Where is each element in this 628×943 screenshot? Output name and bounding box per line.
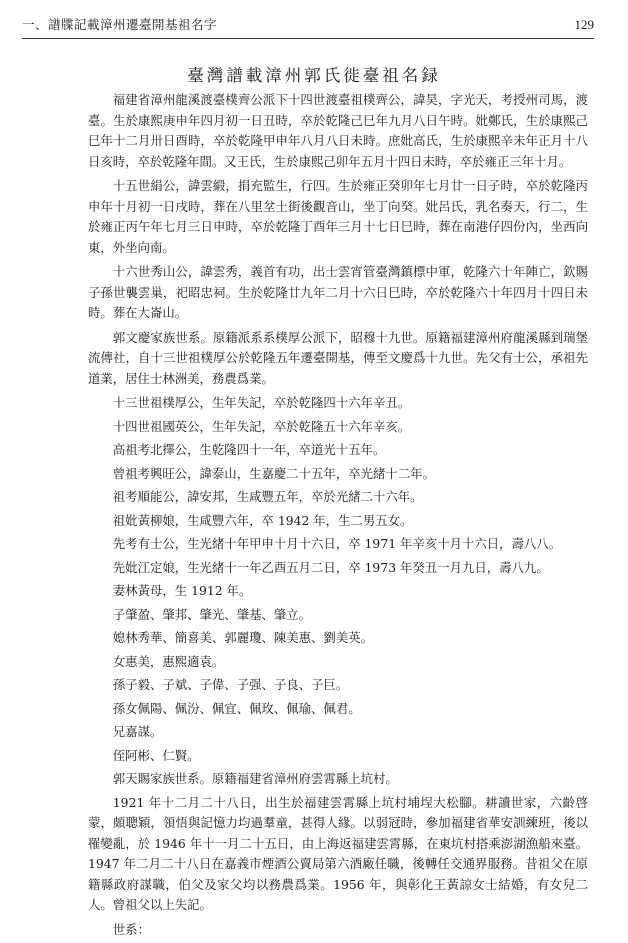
lineage-line: 先考有士公，生光緒十年甲申十月十六日，卒 1971 年辛亥十月十六日，壽八八。	[112, 536, 562, 551]
running-title: 一、譜牒記載漳州遷臺開基祖名字	[22, 17, 218, 32]
lineage-line: 侄阿彬、仁賢。	[112, 747, 200, 763]
lineage-heading: 世系：	[112, 921, 150, 937]
lineage-line: 十三世祖樸厚公，生年失記，卒於乾隆四十六年辛丑。	[112, 395, 411, 410]
lineage-line: 祖考順能公，諱安邦，生咸豐五年，卒於光緒二十六年。	[112, 489, 423, 504]
paragraph-fifteenth-generation: 十五世絹公，諱雲緞，捐充監生，行四。生於雍正癸卯年七月廿一日子時，卒於乾隆丙申年十月初一日戌時，葬在八里坌土街後觀音山，坐丁向癸。妣呂氏，乳名奏天，行二，生於雍正丙午年七月三日申時，卒於乾隆丁酉年三月十七日巳時，葬在南港仔四份內，坐西向東，外坐向南。	[88, 178, 588, 255]
lineage-line: 孫女佩陽、佩汾、佩宜、佩玫、佩瑜、佩君。	[112, 700, 361, 716]
lineage-line: 曾祖考興旺公，諱泰山，生嘉慶二十五年，卒光緒十二年。	[112, 465, 435, 481]
lineage-line: 十四世祖國英公，生年失記，卒於乾隆五十六年辛亥。	[112, 418, 411, 434]
lineage-line: 妻林黃母，生 1912 年。	[112, 583, 252, 598]
lineage-line: 高祖考北擇公，生乾隆四十一年，卒道光十五年。	[112, 442, 386, 457]
paragraph-sixteenth-generation: 十六世秀山公，諱雲秀，義首有功，出士雲宵管臺灣鎮標中軍，乾隆六十年陣亡，欽賜子孫世襲雲巢，祀昭忠祠。生於乾隆廿九年二月十六日巳時，卒於乾隆六十年四月十四日未時。葬在大崙山。	[88, 264, 588, 320]
page-header	[22, 12, 594, 39]
paragraph-lineage-puhou: 福建省漳州龍溪渡臺樸齊公派下十四世渡臺祖樸齊公，諱昊，字光天，考授州司馬，渡臺。生於康熙庚申年四月初一日丑時，卒於乾隆己巳年九月八日午時。妣鄭氏，生於康熙己巳年十二月卅日酉時，卒於乾隆甲申年八月八日未時。庶妣高氏，生於康熙辛未年正月十八日亥時，卒於乾隆年間。又王氏，生於康熙己卯年五月十四日未時，卒於雍正三年十月。	[88, 92, 588, 169]
paragraph-guo-wenqing-family: 郭文慶家族世系。原籍派系系樸厚公派下，昭穆十九世。原籍福建漳州府龍溪縣到瑞堡流傳社，自十三世祖樸厚公於乾隆五年遷臺開基，傳至文慶爲十九世。先父有士公，承祖先道業，居住士林洲美，務農爲業。	[88, 329, 588, 386]
paragraph-guo-tianci-biography: 1921 年十二月二十八日，出生於福建雲霄縣上坑村埔埕大松腳。耕讀世家，六齡啓蒙，頗聰穎，領悟與記憶力均過羣童，甚得人緣。以弱冠時，參加福建省華安訓練班，後以罹變亂，於 1946 年十一月二十五日，由上海返福建雲霄縣，在東坑村搭乘澎湖漁船來臺。1947 年二月二十八日在嘉義市煙酒公賣局第六酒廠任職，後轉任交通界服務。昔祖父在原籍縣政府謀職，伯父及家父均以務農爲業。1956 年，與彰化王黃諒女士結婚，有女兒二人。曾祖父以上失記。	[88, 794, 588, 912]
page-number: 129	[574, 17, 594, 32]
lineage-line: 子肇盈、肇邦、肇光、肇基、肇立。	[112, 606, 312, 622]
lineage-line: 媳林秀華、簡喜美、郭麗瓊、陳美惠、劉美英。	[112, 630, 373, 645]
lineage-line: 孫子毅、子斌、子偉、子强、子良、子巨。	[112, 677, 349, 692]
page-title: 臺灣譜載漳州郭氏徙臺祖名録	[187, 66, 441, 85]
lineage-line: 郭天賜家族世系。原籍福建省漳州府雲霄縣上坑村。	[112, 771, 398, 786]
lineage-line: 女惠美，惠熙適袁。	[112, 653, 225, 669]
document-body	[88, 90, 588, 943]
lineage-line: 兄嘉謀。	[112, 724, 163, 739]
lineage-line: 祖妣黃柳娘，生咸豐六年，卒 1942 年，生二男五女。	[112, 512, 413, 528]
lineage-line: 先妣江定娘，生光緒十一年乙酉五月二日，卒 1973 年癸丑一月九日，壽八九。	[112, 559, 549, 575]
